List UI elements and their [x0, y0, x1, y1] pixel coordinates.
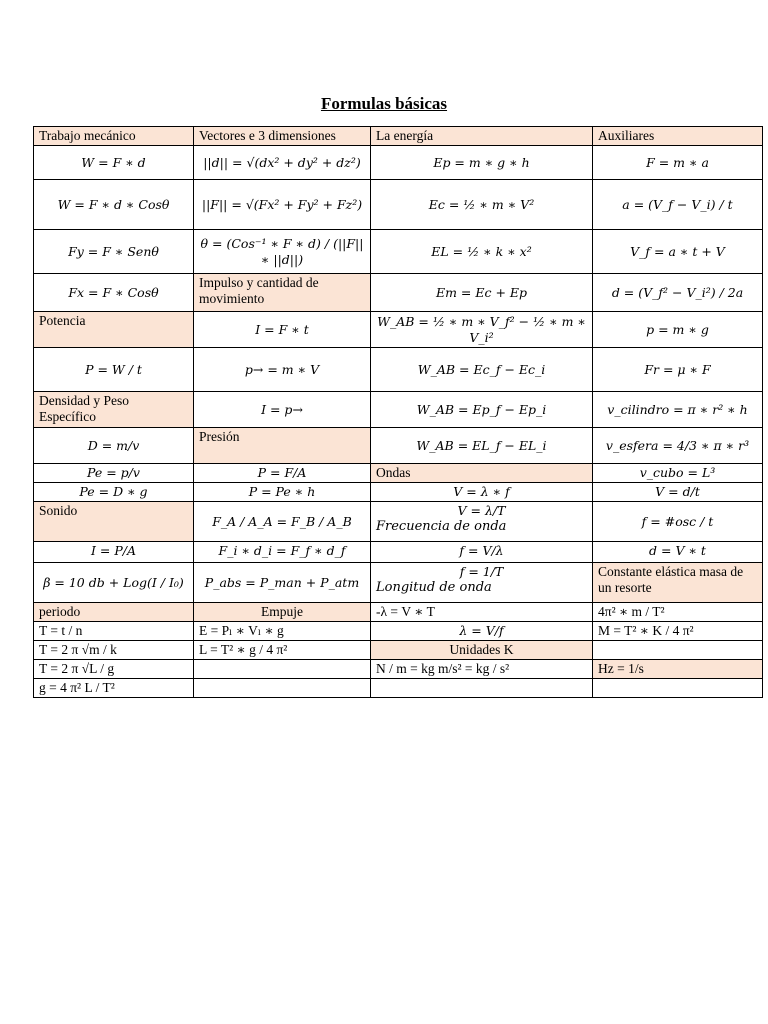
- cell-text: La energía: [376, 128, 434, 143]
- table-row: [34, 348, 763, 392]
- cell-text: EL = ½ ∗ k ∗ x²: [431, 243, 532, 259]
- cell-text: I = F ∗ t: [255, 321, 309, 337]
- cell-text: E = Pₗ ∗ Vₗ ∗ g: [199, 623, 284, 638]
- table-cell: [194, 622, 371, 641]
- cell-text: 4π² ∗ m / T²: [598, 604, 665, 619]
- table-cell: [34, 348, 194, 392]
- cell-text: Ondas: [376, 465, 411, 480]
- table-row: [34, 563, 763, 603]
- table-cell: [194, 180, 371, 230]
- table-row: [34, 428, 763, 464]
- cell-text: P_abs = P_man + P_atm: [204, 574, 360, 590]
- cell-text: I = p→: [261, 401, 303, 417]
- cell-text: v_cilindro = π ∗ r² ∗ h: [607, 401, 748, 417]
- cell-text: d = (V_f² − V_i²) / 2a: [611, 284, 744, 300]
- table-cell: [194, 641, 371, 660]
- cell-text: W = F ∗ d ∗ Cosθ: [57, 196, 170, 212]
- cell-text: Trabajo mecánico: [39, 128, 136, 143]
- table-cell: [593, 274, 763, 312]
- cell-text: Empuje: [261, 604, 303, 619]
- table-row: [34, 312, 763, 348]
- table-cell: [34, 660, 194, 679]
- cell-text: a = (V_f − V_i) / t: [622, 196, 733, 212]
- table-cell: [371, 230, 593, 274]
- table-cell: [194, 464, 371, 483]
- table-cell: [194, 146, 371, 180]
- table-cell: [194, 483, 371, 502]
- table-cell: [371, 464, 593, 483]
- table-cell: [371, 274, 593, 312]
- table-cell: [34, 679, 194, 698]
- cell-text: W_AB = ½ ∗ m ∗ V_f² − ½ ∗ m ∗ V_i²: [377, 313, 586, 345]
- table-cell: [194, 348, 371, 392]
- cell-text: T = t / n: [39, 623, 83, 638]
- table-cell: [593, 312, 763, 348]
- cell-text: Auxiliares: [598, 128, 655, 143]
- table-cell: [371, 502, 593, 542]
- cell-text: P = F/A: [257, 465, 307, 480]
- table-cell: [194, 502, 371, 542]
- cell-text: T = 2 π √L / g: [39, 661, 115, 676]
- cell-text: Presión: [199, 429, 240, 444]
- cell-text: F_i ∗ d_i = F_f ∗ d_f: [218, 543, 346, 558]
- table-cell: [194, 679, 371, 698]
- cell-text: P = Pe ∗ h: [248, 484, 316, 499]
- cell-text: p→ = m ∗ V: [244, 361, 320, 377]
- cell-text: g = 4 π² L / T²: [39, 680, 115, 695]
- table-row: [34, 464, 763, 483]
- table-cell: [194, 428, 371, 464]
- table-cell: [593, 679, 763, 698]
- cell-text: f = V/λ: [459, 543, 504, 558]
- table-cell: [371, 603, 593, 622]
- table-cell: [34, 230, 194, 274]
- cell-text: Fx = F ∗ Cosθ: [68, 284, 159, 300]
- cell-text: F = m ∗ a: [646, 154, 709, 170]
- table-cell: [593, 563, 763, 603]
- cell-text: V = λ ∗ f: [453, 484, 510, 499]
- cell-text: λ = V/f: [459, 623, 504, 638]
- cell-text: periodo: [39, 604, 81, 619]
- table-cell: [593, 483, 763, 502]
- table-row: [34, 230, 763, 274]
- table-cell: [34, 428, 194, 464]
- cell-text: N / m = kg m/s² = kg / s²: [376, 661, 510, 676]
- cell-text: p = m ∗ g: [646, 321, 709, 337]
- cell-text: v_esfera = 4/3 ∗ π ∗ r³: [605, 437, 750, 453]
- cell-text: Hz = 1/s: [598, 661, 644, 676]
- table-cell: [34, 464, 194, 483]
- cell-text: Fr = μ ∗ F: [644, 361, 711, 377]
- table-row: [34, 641, 763, 660]
- table-row: [34, 603, 763, 622]
- cell-text: M = T² ∗ K / 4 π²: [598, 623, 694, 638]
- cell-note: Frecuencia de onda: [376, 519, 507, 534]
- table-row: [34, 146, 763, 180]
- table-cell: [593, 428, 763, 464]
- table-cell: [593, 127, 763, 146]
- table-cell: [34, 603, 194, 622]
- table-cell: [34, 641, 194, 660]
- cell-text: I = P/A: [90, 543, 136, 558]
- cell-text: v_cubo = L³: [639, 465, 716, 480]
- table-cell: [194, 274, 371, 312]
- table-cell: [371, 127, 593, 146]
- cell-text: Pe = p/v: [87, 465, 140, 480]
- cell-text: W_AB = Ep_f − Ep_i: [416, 401, 547, 417]
- table-row: [34, 502, 763, 542]
- table-cell: [371, 622, 593, 641]
- cell-text: Densidad y Peso Específico: [39, 393, 129, 424]
- cell-text: Vectores e 3 dimensiones: [199, 128, 336, 143]
- table-cell: [34, 502, 194, 542]
- table-cell: [593, 622, 763, 641]
- cell-text: F_A / A_A = F_B / A_B: [212, 513, 352, 529]
- table-cell: [371, 660, 593, 679]
- table-cell: [593, 464, 763, 483]
- cell-text: Sonido: [39, 503, 78, 518]
- cell-text: d = V ∗ t: [649, 543, 706, 558]
- cell-text: T = 2 π √m / k: [39, 642, 117, 657]
- cell-text: f = #osc / t: [641, 513, 714, 529]
- cell-text: D = m/v: [87, 437, 140, 453]
- page-title: Formulas básicas: [320, 94, 448, 113]
- table-cell: [194, 127, 371, 146]
- table-cell: [593, 392, 763, 428]
- table-cell: [371, 641, 593, 660]
- table-cell: [34, 483, 194, 502]
- cell-text: Em = Ec + Ep: [435, 284, 528, 300]
- cell-text: W_AB = EL_f − EL_i: [416, 437, 547, 453]
- table-row: [34, 483, 763, 502]
- table-cell: [371, 483, 593, 502]
- table-cell: [194, 542, 371, 563]
- table-cell: [34, 312, 194, 348]
- table-cell: [34, 392, 194, 428]
- table-cell: [371, 312, 593, 348]
- table-cell: [593, 542, 763, 563]
- table-cell: [593, 502, 763, 542]
- table-cell: [371, 348, 593, 392]
- table-cell: [194, 312, 371, 348]
- table-cell: [371, 679, 593, 698]
- cell-text: V_f = a ∗ t + V: [630, 243, 725, 259]
- cell-text: V = λ/T: [457, 503, 506, 518]
- table-cell: [34, 622, 194, 641]
- table-cell: [593, 641, 763, 660]
- cell-text: Fy = F ∗ Senθ: [68, 243, 159, 259]
- table-cell: [194, 230, 371, 274]
- table-row: [34, 180, 763, 230]
- table-row: [34, 274, 763, 312]
- cell-text: Constante elástica masa de un resorte: [598, 564, 744, 595]
- cell-text: ||d|| = √(dx² + dy² + dz²): [203, 154, 361, 170]
- table-cell: [593, 348, 763, 392]
- table-cell: [593, 230, 763, 274]
- table-row: [34, 660, 763, 679]
- cell-text: Ep = m ∗ g ∗ h: [433, 154, 530, 170]
- table-cell: [371, 542, 593, 563]
- table-cell: [371, 428, 593, 464]
- cell-text: Pe = D ∗ g: [79, 484, 148, 499]
- cell-text: β = 10 db + Log(I / I₀): [43, 574, 184, 590]
- table-cell: [371, 563, 593, 603]
- table-cell: [593, 660, 763, 679]
- table-cell: [593, 146, 763, 180]
- cell-text: f = 1/T: [459, 564, 504, 579]
- table-cell: [371, 392, 593, 428]
- cell-text: Ec = ½ ∗ m ∗ V²: [428, 196, 535, 212]
- table-row: [34, 127, 763, 146]
- table-cell: [371, 146, 593, 180]
- table-cell: [194, 603, 371, 622]
- table-cell: [593, 603, 763, 622]
- table-row: [34, 392, 763, 428]
- table-cell: [194, 563, 371, 603]
- cell-text: W_AB = Ec_f − Ec_i: [417, 361, 546, 377]
- cell-text: Unidades K: [449, 642, 514, 657]
- cell-text: ||F|| = √(Fx² + Fy² + Fz²): [201, 196, 363, 212]
- table-cell: [34, 274, 194, 312]
- table-row: [34, 542, 763, 563]
- cell-text: P = W / t: [85, 361, 142, 377]
- table-row: [34, 679, 763, 698]
- table-cell: [34, 127, 194, 146]
- table-cell: [34, 180, 194, 230]
- cell-note: Longitud de onda: [376, 580, 492, 595]
- table-cell: [194, 660, 371, 679]
- table-cell: [593, 180, 763, 230]
- table-cell: [194, 392, 371, 428]
- table-cell: [34, 146, 194, 180]
- formula-table: [33, 126, 763, 698]
- cell-text: Impulso y cantidad de movimiento: [199, 275, 319, 306]
- table-cell: [34, 542, 194, 563]
- cell-text: -λ = V ∗ T: [376, 604, 435, 619]
- table-cell: [34, 563, 194, 603]
- table-row: [34, 622, 763, 641]
- cell-text: V = d/t: [655, 484, 700, 499]
- cell-text: Potencia: [39, 313, 86, 328]
- table-cell: [371, 180, 593, 230]
- cell-text: W = F ∗ d: [81, 154, 146, 170]
- cell-text: θ = (Cos⁻¹ ∗ F ∗ d) / (||F|| ∗ ||d||): [200, 235, 364, 267]
- cell-text: L = T² ∗ g / 4 π²: [199, 642, 288, 657]
